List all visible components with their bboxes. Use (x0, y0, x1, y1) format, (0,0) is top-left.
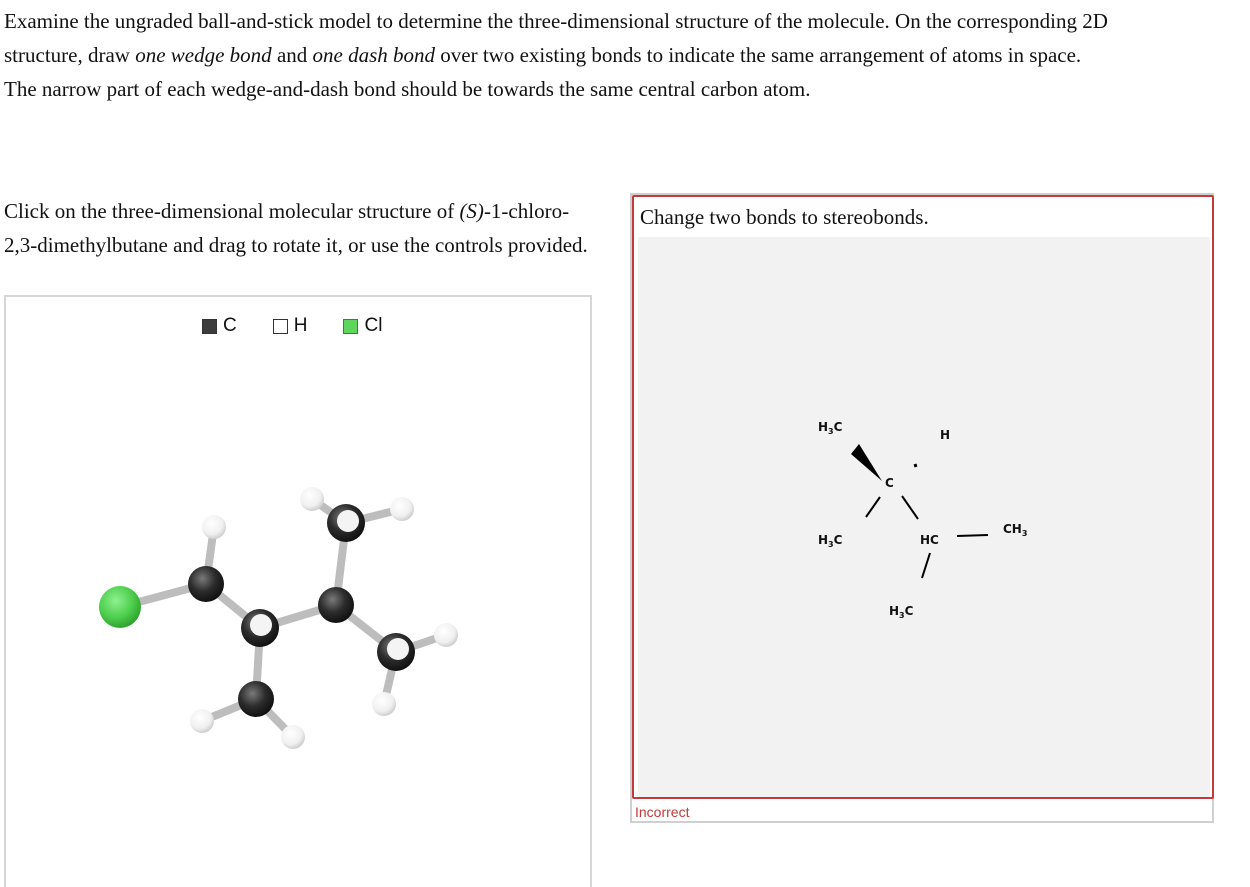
label-hydrogen[interactable]: H (940, 428, 951, 442)
dash-emphasis: one dash bond (312, 43, 436, 67)
label-methyl-right[interactable]: $CH_3$ (1003, 522, 1028, 538)
grading-status: Incorrect (635, 804, 690, 820)
legend-item-chlorine[interactable]: Cl (343, 315, 382, 337)
answer-drawing-box (632, 195, 1214, 799)
structure-2d[interactable] (638, 237, 1210, 797)
bond-hc-bottom-methyl[interactable] (922, 553, 930, 578)
bond-hc-right-methyl[interactable] (957, 535, 988, 536)
structure-drawing-canvas[interactable] (638, 237, 1210, 797)
bond-c-hc[interactable] (902, 496, 918, 519)
stereo-descriptor: (S) (459, 199, 484, 223)
dash-bond[interactable] (915, 464, 916, 467)
legend-item-carbon[interactable]: C (202, 315, 237, 337)
answer-instruction: Change two bonds to stereobonds. (640, 205, 929, 229)
label-methyl-top[interactable]: $H_3C$ (818, 420, 843, 436)
status-divider (705, 821, 1213, 822)
bond-sticks (120, 499, 446, 737)
carbon-atoms (188, 504, 415, 717)
wedge-emphasis: one wedge bond (135, 43, 272, 67)
viewer-prompt: Click on the three-dimensional molecular structure of (S)-1-chloro-2,3-dimethylbutane and drag to rotate it, or use the controls provided. (4, 199, 588, 257)
legend-item-hydrogen[interactable]: H (273, 315, 308, 337)
wedge-bond[interactable] (851, 444, 882, 481)
label-methyl-bottom[interactable]: $H_3C$ (889, 604, 914, 620)
instructions-text: Examine the ungraded ball-and-stick model to determine the three-dimensional structure of the molecule. On the corresponding 2D structure, draw one wedge bond and one dash bond over two existing bonds to indicate the same arrangement of atoms in space. The narrow part of each wedge-and-dash bond should be towards the same central carbon atom. (4, 9, 1108, 101)
ball-and-stick-model[interactable] (6, 297, 590, 872)
bond-c-left-methyl[interactable] (866, 497, 880, 517)
label-central-carbon[interactable]: C (885, 476, 894, 490)
chlorine-atom (99, 586, 141, 628)
label-methyl-left[interactable]: $H_3C$ (818, 533, 843, 549)
molecule-3d-viewer[interactable] (4, 295, 592, 887)
label-ch-carbon[interactable]: HC (920, 533, 939, 547)
